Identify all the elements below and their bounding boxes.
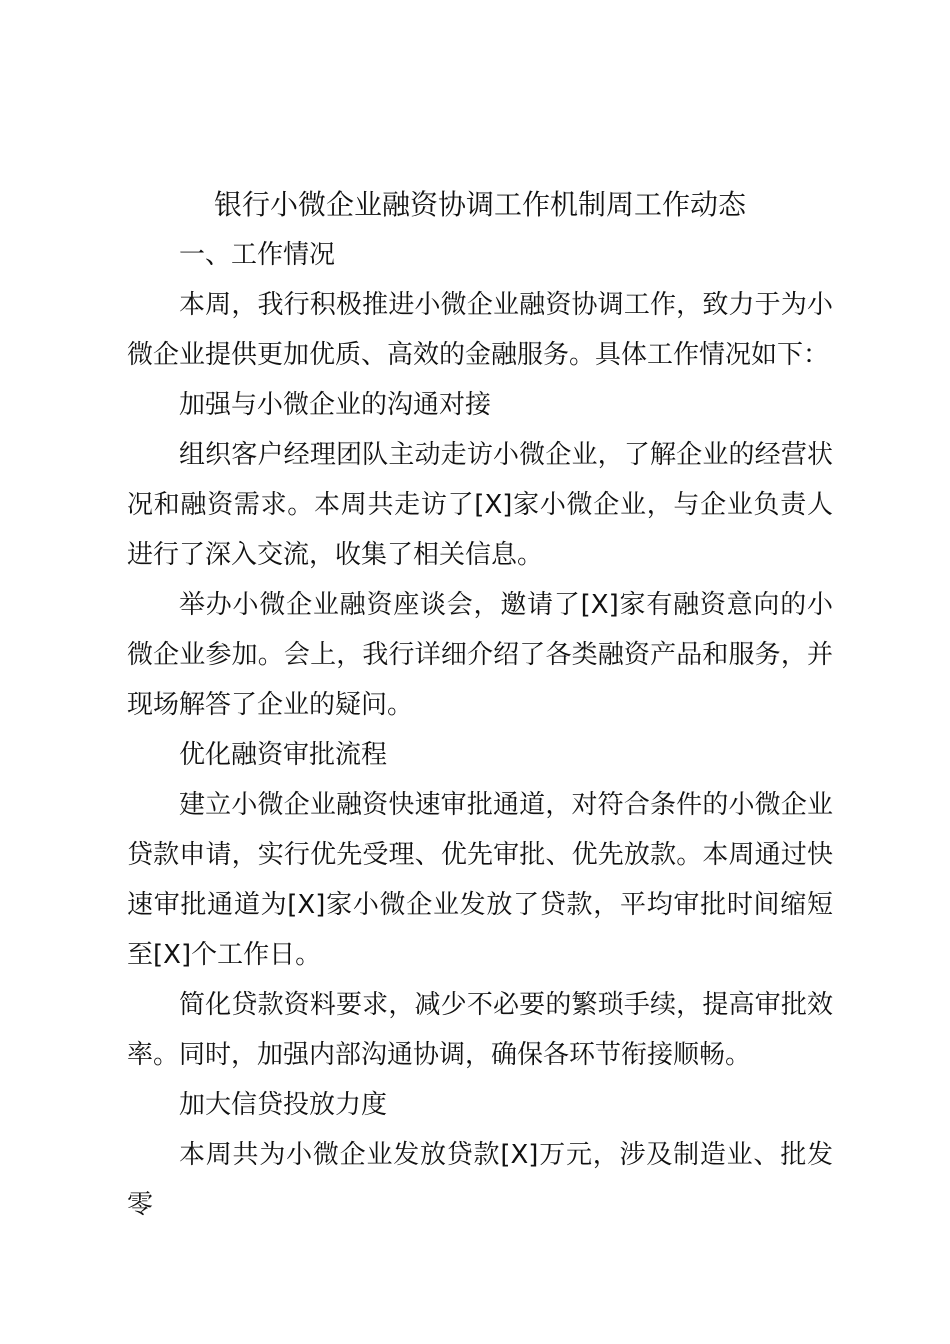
section-heading-1: 一、工作情况: [179, 240, 336, 270]
document-page: [127, 180, 833, 1230]
subheading-approval: 优化融资审批流程: [179, 740, 388, 770]
paragraph-visits: 组织客户经理团队主动走访小微企业，了解企业的经营状况和融资需求。本周共走访了[X]家小微企业，与企业负责人进行了深入交流，收集了相关信息。: [127, 440, 833, 570]
paragraph-fast-track: 建立小微企业融资快速审批通道，对符合条件的小微企业贷款申请，实行优先受理、优先审批、优先放款。本周通过快速审批通道为[X]家小微企业发放了贷款，平均审批时间缩短至[X]个工作日。: [127, 790, 833, 970]
intro-paragraph: 本周，我行积极推进小微企业融资协调工作，致力于为小微企业提供更加优质、高效的金融服务。具体工作情况如下：: [127, 290, 833, 370]
paragraph-loans: 本周共为小微企业发放贷款[X]万元，涉及制造业、批发零: [127, 1140, 833, 1220]
paragraph-simplify: 简化贷款资料要求，减少不必要的繁琐手续，提高审批效率。同时，加强内部沟通协调，确保各环节衔接顺畅。: [127, 990, 833, 1070]
document-title: 银行小微企业融资协调工作机制周工作动态: [213, 188, 746, 221]
subheading-communication: 加强与小微企业的沟通对接: [179, 390, 492, 420]
paragraph-forum: 举办小微企业融资座谈会，邀请了[X]家有融资意向的小微企业参加。会上，我行详细介绍了各类融资产品和服务，并现场解答了企业的疑问。: [127, 590, 833, 720]
subheading-credit: 加大信贷投放力度: [179, 1090, 388, 1120]
